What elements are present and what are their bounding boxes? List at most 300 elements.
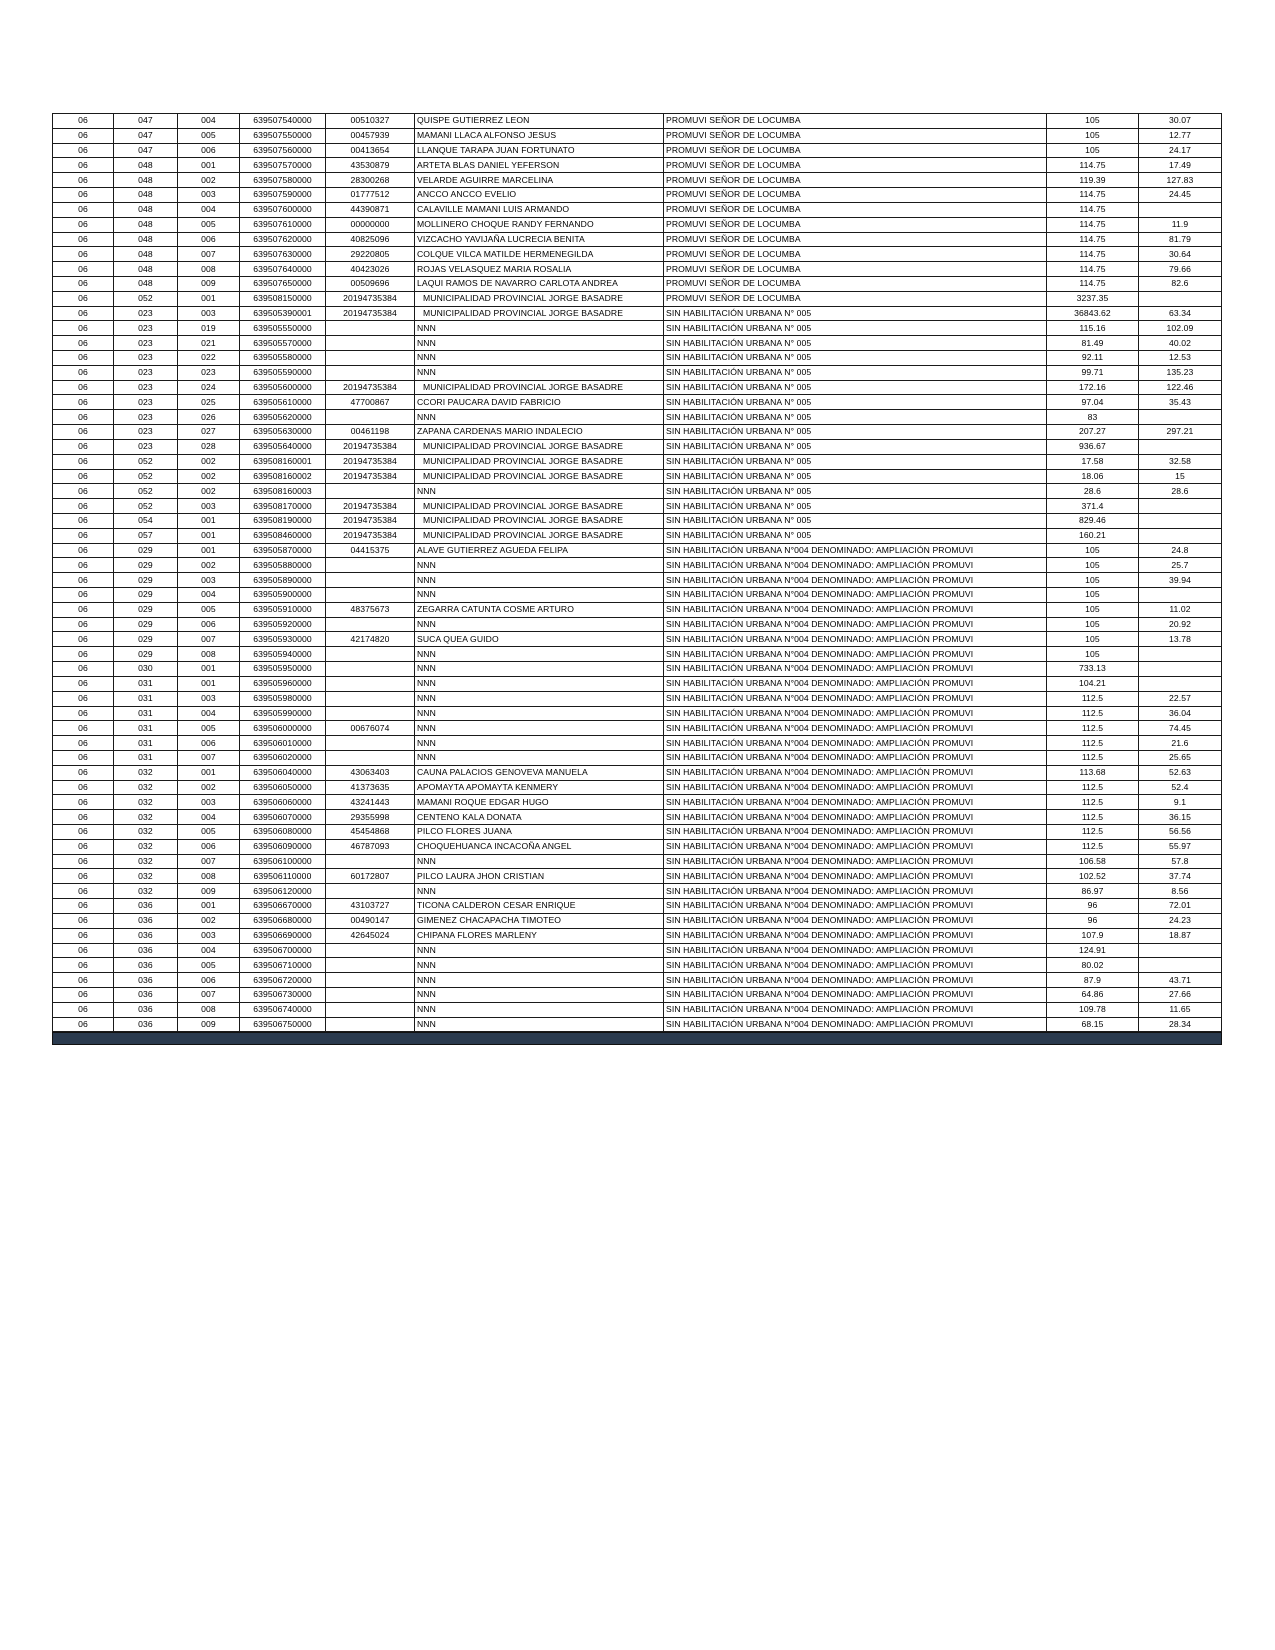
cadastral-code-cell: 639505960000	[240, 676, 326, 691]
cadastral-code-cell: 639506100000	[240, 854, 326, 869]
table-row	[53, 395, 1222, 410]
manzana-cell: 036	[114, 913, 178, 928]
cadastral-code-cell: 639505550000	[240, 321, 326, 336]
lote-cell: 002	[178, 454, 240, 469]
area-cell: 109.78	[1047, 1002, 1139, 1017]
cadastral-code-cell: 639506090000	[240, 839, 326, 854]
cadastral-code-cell: 639507600000	[240, 202, 326, 217]
lote-cell: 006	[178, 232, 240, 247]
area-cell: 81.49	[1047, 336, 1139, 351]
lote-cell: 005	[178, 958, 240, 973]
owner-name-cell: ANCCO ANCCO EVELIO	[415, 188, 664, 203]
area-cell: 105	[1047, 602, 1139, 617]
built-area-cell: 52.4	[1139, 780, 1222, 795]
table-row	[53, 780, 1222, 795]
cadastral-code-cell: 639505950000	[240, 662, 326, 677]
table-row	[53, 825, 1222, 840]
cadastral-table	[52, 113, 1222, 1032]
built-area-cell: 27.66	[1139, 987, 1222, 1002]
sector-cell: 06	[53, 780, 114, 795]
table-row	[53, 351, 1222, 366]
area-cell: 112.5	[1047, 750, 1139, 765]
area-cell: 114.75	[1047, 262, 1139, 277]
area-cell: 107.9	[1047, 928, 1139, 943]
built-area-cell	[1139, 662, 1222, 677]
manzana-cell: 031	[114, 721, 178, 736]
document-id-cell	[326, 973, 415, 988]
manzana-cell: 036	[114, 943, 178, 958]
table-row	[53, 765, 1222, 780]
manzana-cell: 048	[114, 202, 178, 217]
urban-area-cell: PROMUVI SEÑOR DE LOCUMBA	[664, 291, 1047, 306]
manzana-cell: 032	[114, 825, 178, 840]
manzana-cell: 036	[114, 958, 178, 973]
area-cell: 105	[1047, 647, 1139, 662]
area-cell: 371.4	[1047, 499, 1139, 514]
sector-cell: 06	[53, 513, 114, 528]
manzana-cell: 054	[114, 513, 178, 528]
owner-name-cell: NNN	[415, 973, 664, 988]
manzana-cell: 048	[114, 173, 178, 188]
built-area-cell: 21.6	[1139, 736, 1222, 751]
table-row	[53, 188, 1222, 203]
sector-cell: 06	[53, 410, 114, 425]
cadastral-code-cell: 639505940000	[240, 647, 326, 662]
manzana-cell: 031	[114, 676, 178, 691]
built-area-cell: 36.04	[1139, 706, 1222, 721]
lote-cell: 006	[178, 617, 240, 632]
owner-name-cell: ROJAS VELASQUEZ MARIA ROSALIA	[415, 262, 664, 277]
built-area-cell: 43.71	[1139, 973, 1222, 988]
urban-area-cell: PROMUVI SEÑOR DE LOCUMBA	[664, 202, 1047, 217]
document-id-cell	[326, 943, 415, 958]
table-row	[53, 899, 1222, 914]
urban-area-cell: PROMUVI SEÑOR DE LOCUMBA	[664, 114, 1047, 129]
manzana-cell: 048	[114, 247, 178, 262]
table-row	[53, 543, 1222, 558]
document-id-cell: 29220805	[326, 247, 415, 262]
table-row	[53, 306, 1222, 321]
lote-cell: 005	[178, 128, 240, 143]
cadastral-code-cell: 639505920000	[240, 617, 326, 632]
lote-cell: 002	[178, 558, 240, 573]
lote-cell: 004	[178, 202, 240, 217]
urban-area-cell: SIN HABILITACIÓN URBANA N° 005	[664, 365, 1047, 380]
owner-name-cell: CHOQUEHUANCA INCACOÑA ANGEL	[415, 839, 664, 854]
owner-name-cell: NNN	[415, 736, 664, 751]
owner-name-cell: NNN	[415, 958, 664, 973]
lote-cell: 007	[178, 750, 240, 765]
lote-cell: 006	[178, 736, 240, 751]
document-id-cell	[326, 987, 415, 1002]
built-area-cell: 15	[1139, 469, 1222, 484]
sector-cell: 06	[53, 173, 114, 188]
lote-cell: 005	[178, 217, 240, 232]
built-area-cell	[1139, 943, 1222, 958]
sector-cell: 06	[53, 484, 114, 499]
area-cell: 87.9	[1047, 973, 1139, 988]
manzana-cell: 023	[114, 336, 178, 351]
lote-cell: 004	[178, 114, 240, 129]
urban-area-cell: SIN HABILITACIÓN URBANA N°004 DENOMINADO: AMPLIACIÓN PROMUVI	[664, 869, 1047, 884]
cadastral-code-cell: 639506720000	[240, 973, 326, 988]
urban-area-cell: SIN HABILITACIÓN URBANA N°004 DENOMINADO: AMPLIACIÓN PROMUVI	[664, 676, 1047, 691]
urban-area-cell: SIN HABILITACIÓN URBANA N° 005	[664, 380, 1047, 395]
lote-cell: 006	[178, 973, 240, 988]
manzana-cell: 052	[114, 484, 178, 499]
table-row	[53, 854, 1222, 869]
document-id-cell: 00490147	[326, 913, 415, 928]
cadastral-code-cell: 639507630000	[240, 247, 326, 262]
table-row	[53, 632, 1222, 647]
table-row	[53, 721, 1222, 736]
lote-cell: 003	[178, 795, 240, 810]
table-row	[53, 247, 1222, 262]
sector-cell: 06	[53, 247, 114, 262]
urban-area-cell: SIN HABILITACIÓN URBANA N°004 DENOMINADO: AMPLIACIÓN PROMUVI	[664, 839, 1047, 854]
document-id-cell	[326, 662, 415, 677]
manzana-cell: 048	[114, 262, 178, 277]
sector-cell: 06	[53, 706, 114, 721]
sector-cell: 06	[53, 202, 114, 217]
area-cell: 17.58	[1047, 454, 1139, 469]
sector-cell: 06	[53, 973, 114, 988]
document-id-cell: 00000000	[326, 217, 415, 232]
cadastral-code-cell: 639505590000	[240, 365, 326, 380]
urban-area-cell: SIN HABILITACIÓN URBANA N°004 DENOMINADO: AMPLIACIÓN PROMUVI	[664, 617, 1047, 632]
sector-cell: 06	[53, 943, 114, 958]
owner-name-cell: MOLLINERO CHOQUE RANDY FERNANDO	[415, 217, 664, 232]
lote-cell: 027	[178, 425, 240, 440]
lote-cell: 019	[178, 321, 240, 336]
built-area-cell: 74.45	[1139, 721, 1222, 736]
built-area-cell: 11.02	[1139, 602, 1222, 617]
lote-cell: 003	[178, 928, 240, 943]
cadastral-code-cell: 639505580000	[240, 351, 326, 366]
owner-name-cell: NNN	[415, 662, 664, 677]
built-area-cell	[1139, 439, 1222, 454]
sector-cell: 06	[53, 321, 114, 336]
document-id-cell: 20194735384	[326, 380, 415, 395]
table-row	[53, 528, 1222, 543]
urban-area-cell: SIN HABILITACIÓN URBANA N°004 DENOMINADO: AMPLIACIÓN PROMUVI	[664, 662, 1047, 677]
area-cell: 114.75	[1047, 247, 1139, 262]
cadastral-code-cell: 639507580000	[240, 173, 326, 188]
area-cell: 18.06	[1047, 469, 1139, 484]
owner-name-cell: GIMENEZ CHACAPACHA TIMOTEO	[415, 913, 664, 928]
manzana-cell: 030	[114, 662, 178, 677]
area-cell: 105	[1047, 632, 1139, 647]
urban-area-cell: SIN HABILITACIÓN URBANA N°004 DENOMINADO: AMPLIACIÓN PROMUVI	[664, 810, 1047, 825]
area-cell: 114.75	[1047, 276, 1139, 291]
sector-cell: 06	[53, 588, 114, 603]
table-row	[53, 321, 1222, 336]
lote-cell: 002	[178, 484, 240, 499]
built-area-cell	[1139, 513, 1222, 528]
owner-name-cell: VELARDE AGUIRRE MARCELINA	[415, 173, 664, 188]
urban-area-cell: PROMUVI SEÑOR DE LOCUMBA	[664, 128, 1047, 143]
cadastral-code-cell: 639508160001	[240, 454, 326, 469]
document-id-cell: 00676074	[326, 721, 415, 736]
lote-cell: 023	[178, 365, 240, 380]
owner-name-cell: ZEGARRA CATUNTA COSME ARTURO	[415, 602, 664, 617]
cadastral-code-cell: 639506040000	[240, 765, 326, 780]
urban-area-cell: SIN HABILITACIÓN URBANA N° 005	[664, 439, 1047, 454]
document-id-cell	[326, 676, 415, 691]
cadastral-code-cell: 639506010000	[240, 736, 326, 751]
urban-area-cell: PROMUVI SEÑOR DE LOCUMBA	[664, 158, 1047, 173]
urban-area-cell: PROMUVI SEÑOR DE LOCUMBA	[664, 217, 1047, 232]
manzana-cell: 023	[114, 425, 178, 440]
table-body	[53, 114, 1222, 1032]
cadastral-code-cell: 639508460000	[240, 528, 326, 543]
table-row	[53, 484, 1222, 499]
urban-area-cell: SIN HABILITACIÓN URBANA N° 005	[664, 336, 1047, 351]
built-area-cell: 135.23	[1139, 365, 1222, 380]
owner-name-cell: MUNICIPALIDAD PROVINCIAL JORGE BASADRE	[415, 454, 664, 469]
manzana-cell: 048	[114, 188, 178, 203]
sector-cell: 06	[53, 188, 114, 203]
owner-name-cell: CAUNA PALACIOS GENOVEVA MANUELA	[415, 765, 664, 780]
urban-area-cell: SIN HABILITACIÓN URBANA N°004 DENOMINADO: AMPLIACIÓN PROMUVI	[664, 543, 1047, 558]
document-id-cell: 42174820	[326, 632, 415, 647]
sector-cell: 06	[53, 854, 114, 869]
urban-area-cell: SIN HABILITACIÓN URBANA N°004 DENOMINADO: AMPLIACIÓN PROMUVI	[664, 691, 1047, 706]
urban-area-cell: PROMUVI SEÑOR DE LOCUMBA	[664, 276, 1047, 291]
area-cell: 112.5	[1047, 825, 1139, 840]
lote-cell: 009	[178, 276, 240, 291]
area-cell: 99.71	[1047, 365, 1139, 380]
sector-cell: 06	[53, 425, 114, 440]
table-row	[53, 662, 1222, 677]
area-cell: 36843.62	[1047, 306, 1139, 321]
table-row	[53, 291, 1222, 306]
owner-name-cell: NNN	[415, 676, 664, 691]
built-area-cell: 297.21	[1139, 425, 1222, 440]
document-id-cell: 44390871	[326, 202, 415, 217]
owner-name-cell: SUCA QUEA GUIDO	[415, 632, 664, 647]
manzana-cell: 036	[114, 987, 178, 1002]
sector-cell: 06	[53, 928, 114, 943]
area-cell: 105	[1047, 588, 1139, 603]
manzana-cell: 031	[114, 736, 178, 751]
lote-cell: 025	[178, 395, 240, 410]
urban-area-cell: SIN HABILITACIÓN URBANA N°004 DENOMINADO: AMPLIACIÓN PROMUVI	[664, 825, 1047, 840]
owner-name-cell: NNN	[415, 336, 664, 351]
document-id-cell	[326, 484, 415, 499]
owner-name-cell: MUNICIPALIDAD PROVINCIAL JORGE BASADRE	[415, 439, 664, 454]
owner-name-cell: CHIPANA FLORES MARLENY	[415, 928, 664, 943]
table-row	[53, 928, 1222, 943]
area-cell: 104.21	[1047, 676, 1139, 691]
sector-cell: 06	[53, 336, 114, 351]
owner-name-cell: NNN	[415, 750, 664, 765]
table-row	[53, 884, 1222, 899]
sector-cell: 06	[53, 1017, 114, 1032]
owner-name-cell: MUNICIPALIDAD PROVINCIAL JORGE BASADRE	[415, 499, 664, 514]
area-cell: 936.67	[1047, 439, 1139, 454]
built-area-cell: 8.56	[1139, 884, 1222, 899]
document-id-cell	[326, 617, 415, 632]
built-area-cell: 18.87	[1139, 928, 1222, 943]
cadastral-code-cell: 639508170000	[240, 499, 326, 514]
cadastral-code-cell: 639505870000	[240, 543, 326, 558]
manzana-cell: 036	[114, 1002, 178, 1017]
lote-cell: 002	[178, 173, 240, 188]
table-row	[53, 410, 1222, 425]
lote-cell: 005	[178, 825, 240, 840]
owner-name-cell: CENTENO KALA DONATA	[415, 810, 664, 825]
table-row	[53, 439, 1222, 454]
owner-name-cell: MUNICIPALIDAD PROVINCIAL JORGE BASADRE	[415, 528, 664, 543]
built-area-cell: 11.9	[1139, 217, 1222, 232]
document-id-cell: 20194735384	[326, 454, 415, 469]
cadastral-code-cell: 639505930000	[240, 632, 326, 647]
owner-name-cell: NNN	[415, 691, 664, 706]
document-id-cell: 20194735384	[326, 499, 415, 514]
urban-area-cell: SIN HABILITACIÓN URBANA N° 005	[664, 513, 1047, 528]
table-row	[53, 425, 1222, 440]
sector-cell: 06	[53, 306, 114, 321]
document-id-cell: 20194735384	[326, 469, 415, 484]
area-cell: 112.5	[1047, 721, 1139, 736]
lote-cell: 004	[178, 810, 240, 825]
lote-cell: 008	[178, 647, 240, 662]
urban-area-cell: SIN HABILITACIÓN URBANA N°004 DENOMINADO: AMPLIACIÓN PROMUVI	[664, 928, 1047, 943]
urban-area-cell: SIN HABILITACIÓN URBANA N°004 DENOMINADO: AMPLIACIÓN PROMUVI	[664, 706, 1047, 721]
table-row	[53, 262, 1222, 277]
manzana-cell: 029	[114, 647, 178, 662]
sector-cell: 06	[53, 810, 114, 825]
urban-area-cell: SIN HABILITACIÓN URBANA N°004 DENOMINADO: AMPLIACIÓN PROMUVI	[664, 573, 1047, 588]
lote-cell: 001	[178, 528, 240, 543]
document-id-cell: 20194735384	[326, 513, 415, 528]
document-id-cell: 43103727	[326, 899, 415, 914]
table-row	[53, 987, 1222, 1002]
document-id-cell	[326, 854, 415, 869]
table-row	[53, 973, 1222, 988]
urban-area-cell: SIN HABILITACIÓN URBANA N°004 DENOMINADO: AMPLIACIÓN PROMUVI	[664, 632, 1047, 647]
manzana-cell: 048	[114, 158, 178, 173]
owner-name-cell: NNN	[415, 884, 664, 899]
manzana-cell: 047	[114, 128, 178, 143]
sector-cell: 06	[53, 351, 114, 366]
area-cell: 207.27	[1047, 425, 1139, 440]
area-cell: 112.5	[1047, 780, 1139, 795]
urban-area-cell: SIN HABILITACIÓN URBANA N°004 DENOMINADO: AMPLIACIÓN PROMUVI	[664, 602, 1047, 617]
cadastral-code-cell: 639507640000	[240, 262, 326, 277]
lote-cell: 009	[178, 884, 240, 899]
manzana-cell: 036	[114, 1017, 178, 1032]
area-cell: 106.58	[1047, 854, 1139, 869]
lote-cell: 004	[178, 588, 240, 603]
table-row	[53, 1002, 1222, 1017]
built-area-cell: 35.43	[1139, 395, 1222, 410]
table-row	[53, 839, 1222, 854]
table-row	[53, 647, 1222, 662]
sector-cell: 06	[53, 365, 114, 380]
manzana-cell: 032	[114, 810, 178, 825]
manzana-cell: 029	[114, 573, 178, 588]
document-id-cell	[326, 336, 415, 351]
lote-cell: 026	[178, 410, 240, 425]
area-cell: 68.15	[1047, 1017, 1139, 1032]
document-id-cell: 60172807	[326, 869, 415, 884]
built-area-cell: 81.79	[1139, 232, 1222, 247]
table-row	[53, 913, 1222, 928]
document-id-cell: 43241443	[326, 795, 415, 810]
document-id-cell	[326, 1017, 415, 1032]
built-area-cell	[1139, 410, 1222, 425]
table-row	[53, 617, 1222, 632]
table-row	[53, 943, 1222, 958]
area-cell: 105	[1047, 128, 1139, 143]
document-id-cell: 43063403	[326, 765, 415, 780]
built-area-cell: 12.53	[1139, 351, 1222, 366]
cadastral-code-cell: 639506680000	[240, 913, 326, 928]
cadastral-code-cell: 639506110000	[240, 869, 326, 884]
lote-cell: 003	[178, 573, 240, 588]
lote-cell: 001	[178, 513, 240, 528]
table-row	[53, 736, 1222, 751]
manzana-cell: 048	[114, 232, 178, 247]
cadastral-code-cell: 639506710000	[240, 958, 326, 973]
cadastral-code-cell: 639505980000	[240, 691, 326, 706]
sector-cell: 06	[53, 632, 114, 647]
built-area-cell: 24.17	[1139, 143, 1222, 158]
lote-cell: 002	[178, 469, 240, 484]
cadastral-code-cell: 639507550000	[240, 128, 326, 143]
owner-name-cell: NNN	[415, 617, 664, 632]
owner-name-cell: MUNICIPALIDAD PROVINCIAL JORGE BASADRE	[415, 380, 664, 395]
sector-cell: 06	[53, 158, 114, 173]
built-area-cell: 52.63	[1139, 765, 1222, 780]
manzana-cell: 032	[114, 765, 178, 780]
owner-name-cell: PILCO LAURA JHON CRISTIAN	[415, 869, 664, 884]
manzana-cell: 023	[114, 365, 178, 380]
manzana-cell: 048	[114, 276, 178, 291]
built-area-cell	[1139, 202, 1222, 217]
sector-cell: 06	[53, 602, 114, 617]
table-row	[53, 158, 1222, 173]
manzana-cell: 029	[114, 602, 178, 617]
sector-cell: 06	[53, 217, 114, 232]
cadastral-code-cell: 639506670000	[240, 899, 326, 914]
sector-cell: 06	[53, 395, 114, 410]
owner-name-cell: ARTETA BLAS DANIEL YEFERSON	[415, 158, 664, 173]
table-row	[53, 114, 1222, 129]
manzana-cell: 052	[114, 499, 178, 514]
cadastral-code-cell: 639508190000	[240, 513, 326, 528]
document-id-cell: 00413654	[326, 143, 415, 158]
urban-area-cell: SIN HABILITACIÓN URBANA N°004 DENOMINADO: AMPLIACIÓN PROMUVI	[664, 884, 1047, 899]
area-cell: 105	[1047, 114, 1139, 129]
cadastral-code-cell: 639507610000	[240, 217, 326, 232]
area-cell: 64.86	[1047, 987, 1139, 1002]
manzana-cell: 029	[114, 543, 178, 558]
built-area-cell: 56.56	[1139, 825, 1222, 840]
urban-area-cell: PROMUVI SEÑOR DE LOCUMBA	[664, 247, 1047, 262]
sector-cell: 06	[53, 750, 114, 765]
built-area-cell: 82.6	[1139, 276, 1222, 291]
table-row	[53, 365, 1222, 380]
manzana-cell: 048	[114, 217, 178, 232]
urban-area-cell: SIN HABILITACIÓN URBANA N° 005	[664, 484, 1047, 499]
manzana-cell: 032	[114, 854, 178, 869]
owner-name-cell: QUISPE GUTIERREZ LEON	[415, 114, 664, 129]
sector-cell: 06	[53, 676, 114, 691]
urban-area-cell: SIN HABILITACIÓN URBANA N° 005	[664, 454, 1047, 469]
